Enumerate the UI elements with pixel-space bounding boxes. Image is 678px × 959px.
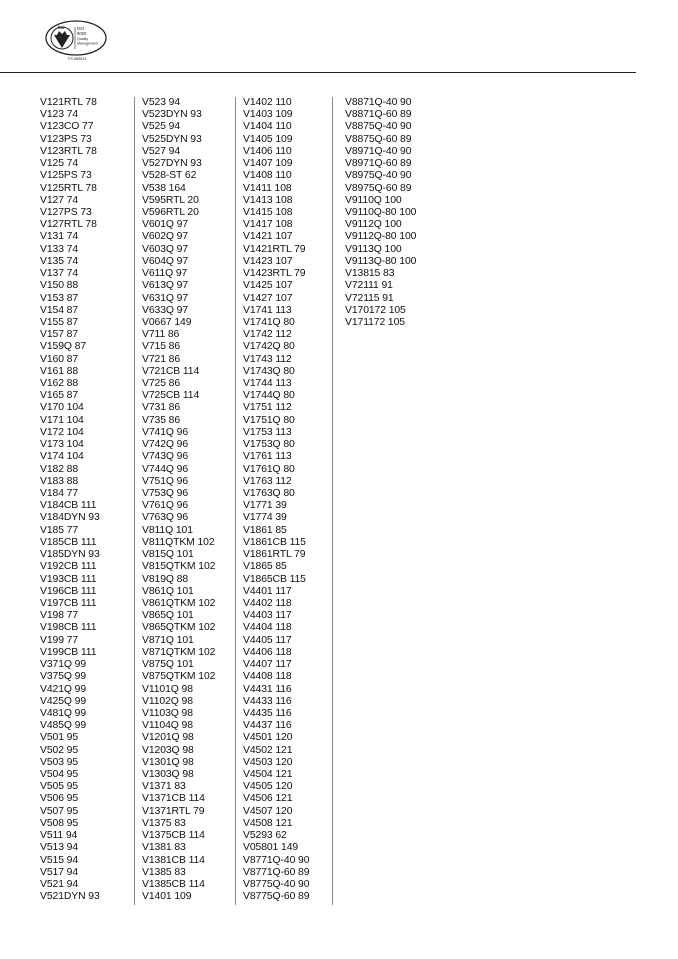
index-entry: V9113Q-80 100 <box>345 255 417 267</box>
index-entry: V185 77 <box>40 524 79 536</box>
index-entry: V603Q 97 <box>142 243 188 255</box>
index-entry: V4431 116 <box>243 683 292 695</box>
index-entry: V170172 105 <box>345 304 406 316</box>
index-entry: V511 94 <box>40 830 78 842</box>
index-entry: V123RTL 78 <box>40 145 97 157</box>
index-entry: V1301Q 98 <box>142 756 194 768</box>
index-entry: V1421RTL 79 <box>243 243 306 255</box>
index-entry: V1861 85 <box>243 524 287 536</box>
index-entry: V131 74 <box>40 231 79 243</box>
index-entry: V1371RTL 79 <box>142 805 205 817</box>
index-entry: V1743Q 80 <box>243 365 295 377</box>
index-entry: V184CB 111 <box>40 500 97 512</box>
index-entry: V1741Q 80 <box>243 316 295 328</box>
index-entry: V8771Q-40 90 <box>243 854 310 866</box>
index-entry: V601Q 97 <box>142 219 188 231</box>
index-entry: V525 94 <box>142 121 181 133</box>
index-entry: V133 74 <box>40 243 79 255</box>
index-entry: V523DYN 93 <box>142 109 202 121</box>
index-entry: V1763Q 80 <box>243 488 295 499</box>
index-entry: V1861CB 115 <box>243 536 306 548</box>
index-entry: V4402 118 <box>243 597 292 609</box>
index-entry: V371Q 99 <box>40 659 86 671</box>
index-entry: V161 88 <box>40 365 79 377</box>
index-entry: V155 87 <box>40 316 79 328</box>
index-entry: V13815 83 <box>345 268 395 280</box>
index-entry: V375Q 99 <box>40 671 86 683</box>
index-entry: V184 77 <box>40 488 79 499</box>
index-entry: V121RTL 78 <box>40 97 97 108</box>
index-entry: V0667 149 <box>142 316 192 328</box>
index-entry: V72115 91 <box>345 292 394 304</box>
index-entry: V1771 39 <box>243 500 287 512</box>
index-entry: V721 86 <box>142 353 181 365</box>
index-entry: V508 95 <box>40 817 79 829</box>
index-entry: V527 94 <box>142 145 181 157</box>
index-entry: V127 74 <box>40 194 79 206</box>
index-column-3 <box>243 97 309 903</box>
index-entry: V1385 83 <box>142 866 186 878</box>
index-entry: V1763 112 <box>243 475 292 487</box>
index-entry: V871Q 101 <box>142 634 194 646</box>
index-entry: V4406 118 <box>243 646 292 658</box>
index-entry: V602Q 97 <box>142 231 188 243</box>
index-entry: V596RTL 20 <box>142 206 199 218</box>
index-entry: V1417 108 <box>243 219 293 231</box>
index-entry: V4405 117 <box>243 634 292 646</box>
index-entry: V8975Q-60 89 <box>345 182 412 194</box>
index-entry: V1742Q 80 <box>243 341 295 353</box>
index-entry: V425Q 99 <box>40 695 86 707</box>
index-entry: V125 74 <box>40 158 79 170</box>
index-entry: V185CB 111 <box>40 536 97 548</box>
index-entry: V199CB 111 <box>40 646 97 658</box>
index-entry: V1744Q 80 <box>243 390 295 402</box>
index-entry: V1104Q 98 <box>142 720 193 732</box>
index-entry: V1761 113 <box>243 451 292 463</box>
index-column-2 <box>142 97 215 903</box>
index-entry: V5293 62 <box>243 830 287 842</box>
index-entry: V1415 108 <box>243 206 293 218</box>
index-entry: V170 104 <box>40 402 84 414</box>
index-entry: V72111 91 <box>345 280 393 292</box>
index-entry: V501 95 <box>40 732 79 744</box>
index-entry: V1423RTL 79 <box>243 268 306 280</box>
index-entry: V182 88 <box>40 463 79 475</box>
index-entry: V172 104 <box>40 426 84 438</box>
index-entry: V1861RTL 79 <box>243 549 306 561</box>
index-entry: V735 86 <box>142 414 181 426</box>
index-column-4 <box>345 97 416 329</box>
index-entry: V8771Q-60 89 <box>243 866 310 878</box>
index-entry: V1865CB 115 <box>243 573 306 585</box>
index-entry: V763Q 96 <box>142 512 188 524</box>
index-entry: V1381 83 <box>142 842 186 854</box>
index-entry: V1408 110 <box>243 170 292 182</box>
index-entry: V1381CB 114 <box>142 854 205 866</box>
index-entry: V1405 109 <box>243 133 293 145</box>
index-entry: V165 87 <box>40 390 79 402</box>
index-entry: V183 88 <box>40 475 79 487</box>
index-entry: V1741 113 <box>243 304 292 316</box>
index-entry: V731 86 <box>142 402 181 414</box>
index-entry: V725CB 114 <box>142 390 200 402</box>
index-entry: V4403 117 <box>243 610 292 622</box>
index-entry: V743Q 96 <box>142 451 188 463</box>
index-entry: V1303Q 98 <box>142 769 194 781</box>
index-entry: V198CB 111 <box>40 622 97 634</box>
index-entry: V1421 107 <box>243 231 293 243</box>
index-entry: V8971Q-60 89 <box>345 158 412 170</box>
index-entry: V875QTKM 102 <box>142 671 216 683</box>
index-entry: V127PS 73 <box>40 206 92 218</box>
index-entry: V1201Q 98 <box>142 732 194 744</box>
index-entry: V8875Q-60 89 <box>345 133 412 145</box>
index-entry: V8775Q-40 90 <box>243 879 310 890</box>
index-entry: V865QTKM 102 <box>142 622 216 634</box>
index-entry: V4507 120 <box>243 805 293 817</box>
index-entry: V1375 83 <box>142 817 186 829</box>
index-entry: V4501 120 <box>243 732 293 744</box>
index-entry: V150 88 <box>40 280 79 292</box>
column-divider-1 <box>134 97 135 905</box>
header-rule <box>0 72 636 73</box>
index-entry: V192CB 111 <box>40 561 97 573</box>
index-entry: V4408 118 <box>243 671 292 683</box>
index-entry: V819Q 88 <box>142 573 188 585</box>
index-entry: V1103Q 98 <box>142 707 193 719</box>
index-entry: V8971Q-40 90 <box>345 145 412 157</box>
index-entry: V517 94 <box>40 866 79 878</box>
index-entry: V4504 121 <box>243 769 293 781</box>
index-entry: V861Q 101 <box>142 585 194 597</box>
index-entry: V185DYN 93 <box>40 549 100 561</box>
index-entry: V515 94 <box>40 854 79 866</box>
index-entry: V523 94 <box>142 97 181 108</box>
index-entry: V123CO 77 <box>40 121 94 133</box>
index-entry: V521DYN 93 <box>40 891 100 903</box>
index-entry: V711 86 <box>142 329 180 341</box>
index-entry: V815Q 101 <box>142 549 194 561</box>
index-entry: V160 87 <box>40 353 79 365</box>
index-entry: V1375CB 114 <box>142 830 205 842</box>
index-entry: V521 94 <box>40 879 79 890</box>
index-entry: V154 87 <box>40 304 79 316</box>
index-entry: V875Q 101 <box>142 659 194 671</box>
logo-cert: FS 559621 <box>68 57 87 61</box>
index-entry: V1385CB 114 <box>142 879 205 890</box>
index-entry: V171172 105 <box>345 316 405 328</box>
index-entry: V127RTL 78 <box>40 219 97 231</box>
index-entry: V811Q 101 <box>142 524 193 536</box>
index-entry: V196CB 111 <box>40 585 97 597</box>
index-entry: V1753 113 <box>243 426 292 438</box>
index-entry: V504 95 <box>40 769 79 781</box>
index-entry: V123PS 73 <box>40 133 92 145</box>
index-entry: V8871Q-60 89 <box>345 109 412 121</box>
index-entry: V595RTL 20 <box>142 194 199 206</box>
index-entry: V538 164 <box>142 182 186 194</box>
index-entry: V481Q 99 <box>40 707 86 719</box>
index-entry: V503 95 <box>40 756 79 768</box>
index-entry: V4407 117 <box>243 659 292 671</box>
index-entry: V9113Q 100 <box>345 243 402 255</box>
index-entry: V1102Q 98 <box>142 695 193 707</box>
index-entry: V604Q 97 <box>142 255 188 267</box>
index-entry: V198 77 <box>40 610 79 622</box>
logo-line3: Quality <box>77 37 89 41</box>
index-entry: V613Q 97 <box>142 280 188 292</box>
index-entry: V1404 110 <box>243 121 292 133</box>
index-entry: V8975Q-40 90 <box>345 170 412 182</box>
index-entry: V4508 121 <box>243 817 293 829</box>
index-entry: V174 104 <box>40 451 84 463</box>
index-entry: V1751Q 80 <box>243 414 295 426</box>
index-entry: V528-ST 62 <box>142 170 197 182</box>
index-entry: V4437 116 <box>243 720 292 732</box>
index-entry: V4503 120 <box>243 756 293 768</box>
index-entry: V871QTKM 102 <box>142 646 216 658</box>
index-entry: V8871Q-40 90 <box>345 97 412 108</box>
index-entry: V1423 107 <box>243 255 293 267</box>
index-entry: V1401 109 <box>142 891 192 903</box>
index-entry: V1753Q 80 <box>243 439 295 451</box>
index-entry: V753Q 96 <box>142 488 188 499</box>
index-entry: V123 74 <box>40 109 79 121</box>
index-entry: V525DYN 93 <box>142 133 202 145</box>
index-entry: V1101Q 98 <box>142 683 193 695</box>
index-entry: V527DYN 93 <box>142 158 202 170</box>
index-entry: V1427 107 <box>243 292 293 304</box>
index-entry: V1742 112 <box>243 329 292 341</box>
index-entry: V502 95 <box>40 744 79 756</box>
index-entry: V742Q 96 <box>142 439 188 451</box>
index-entry: V751Q 96 <box>142 475 188 487</box>
index-entry: V4401 117 <box>243 585 292 597</box>
index-entry: V8875Q-40 90 <box>345 121 412 133</box>
index-entry: V1743 112 <box>243 353 292 365</box>
index-entry: V1751 112 <box>243 402 292 414</box>
index-entry: V631Q 97 <box>142 292 188 304</box>
index-entry: V1402 110 <box>243 97 292 108</box>
index-entry: V8775Q-60 89 <box>243 891 310 903</box>
index-entry: V421Q 99 <box>40 683 86 695</box>
logo-line4: Management <box>77 41 98 46</box>
index-entry: V861QTKM 102 <box>142 597 216 609</box>
index-entry: V199 77 <box>40 634 79 646</box>
index-entry: V9110Q-80 100 <box>345 206 417 218</box>
index-entry: V153 87 <box>40 292 79 304</box>
logo-line2: 9000 <box>77 31 87 36</box>
index-entry: V4502 121 <box>243 744 293 756</box>
index-column-1 <box>40 97 100 903</box>
index-entry: V125RTL 78 <box>40 182 97 194</box>
index-entry: V9110Q 100 <box>345 194 402 206</box>
index-entry: V485Q 99 <box>40 720 86 732</box>
index-entry: V4433 116 <box>243 695 292 707</box>
index-entry: V741Q 96 <box>142 426 188 438</box>
index-entry: V159Q 87 <box>40 341 86 353</box>
index-entry: V9112Q 100 <box>345 219 402 231</box>
index-entry: V507 95 <box>40 805 79 817</box>
index-entry: V725 86 <box>142 378 181 390</box>
index-entry: V815QTKM 102 <box>142 561 216 573</box>
index-entry: V1744 113 <box>243 378 292 390</box>
index-entry: V744Q 96 <box>142 463 188 475</box>
index-entry: V4506 121 <box>243 793 293 805</box>
column-divider-3 <box>332 97 333 905</box>
index-entry: V1406 110 <box>243 145 292 157</box>
index-entry: V633Q 97 <box>142 304 188 316</box>
index-entry: V513 94 <box>40 842 79 854</box>
index-entry: V9112Q-80 100 <box>345 231 417 243</box>
index-entry: V1371 83 <box>142 781 186 793</box>
column-divider-2 <box>235 97 236 905</box>
index-entry: V162 88 <box>40 378 79 390</box>
index-entry: V1865 85 <box>243 561 287 573</box>
index-entry: V1774 39 <box>243 512 287 524</box>
index-entry: V173 104 <box>40 439 84 451</box>
index-entry: V05801 149 <box>243 842 299 854</box>
index-entry: V4404 118 <box>243 622 292 634</box>
index-entry: V715 86 <box>142 341 181 353</box>
index-entry: V171 104 <box>40 414 84 426</box>
index-entry: V505 95 <box>40 781 79 793</box>
index-entry: V865Q 101 <box>142 610 194 622</box>
logo-line1: ISO <box>77 26 85 31</box>
index-entry: V1203Q 98 <box>142 744 194 756</box>
bsi-certification-logo <box>44 18 108 62</box>
index-entry: V611Q 97 <box>142 268 188 280</box>
index-entry: V1371CB 114 <box>142 793 205 805</box>
logo-org: bsi <box>58 25 65 30</box>
index-entry: V4505 120 <box>243 781 293 793</box>
index-entry: V1761Q 80 <box>243 463 295 475</box>
index-entry: V1425 107 <box>243 280 293 292</box>
index-entry: V1403 109 <box>243 109 293 121</box>
index-entry: V1411 108 <box>243 182 292 194</box>
index-entry: V184DYN 93 <box>40 512 100 524</box>
index-entry: V125PS 73 <box>40 170 92 182</box>
index-entry: V1407 109 <box>243 158 293 170</box>
index-entry: V1413 108 <box>243 194 293 206</box>
index-entry: V193CB 111 <box>40 573 97 585</box>
index-entry: V4435 116 <box>243 707 292 719</box>
index-entry: V157 87 <box>40 329 79 341</box>
index-entry: V135 74 <box>40 255 79 267</box>
index-entry: V137 74 <box>40 268 79 280</box>
index-entry: V811QTKM 102 <box>142 536 215 548</box>
index-entry: V761Q 96 <box>142 500 188 512</box>
index-entry: V506 95 <box>40 793 79 805</box>
index-entry: V721CB 114 <box>142 365 200 377</box>
index-entry: V197CB 111 <box>40 597 97 609</box>
